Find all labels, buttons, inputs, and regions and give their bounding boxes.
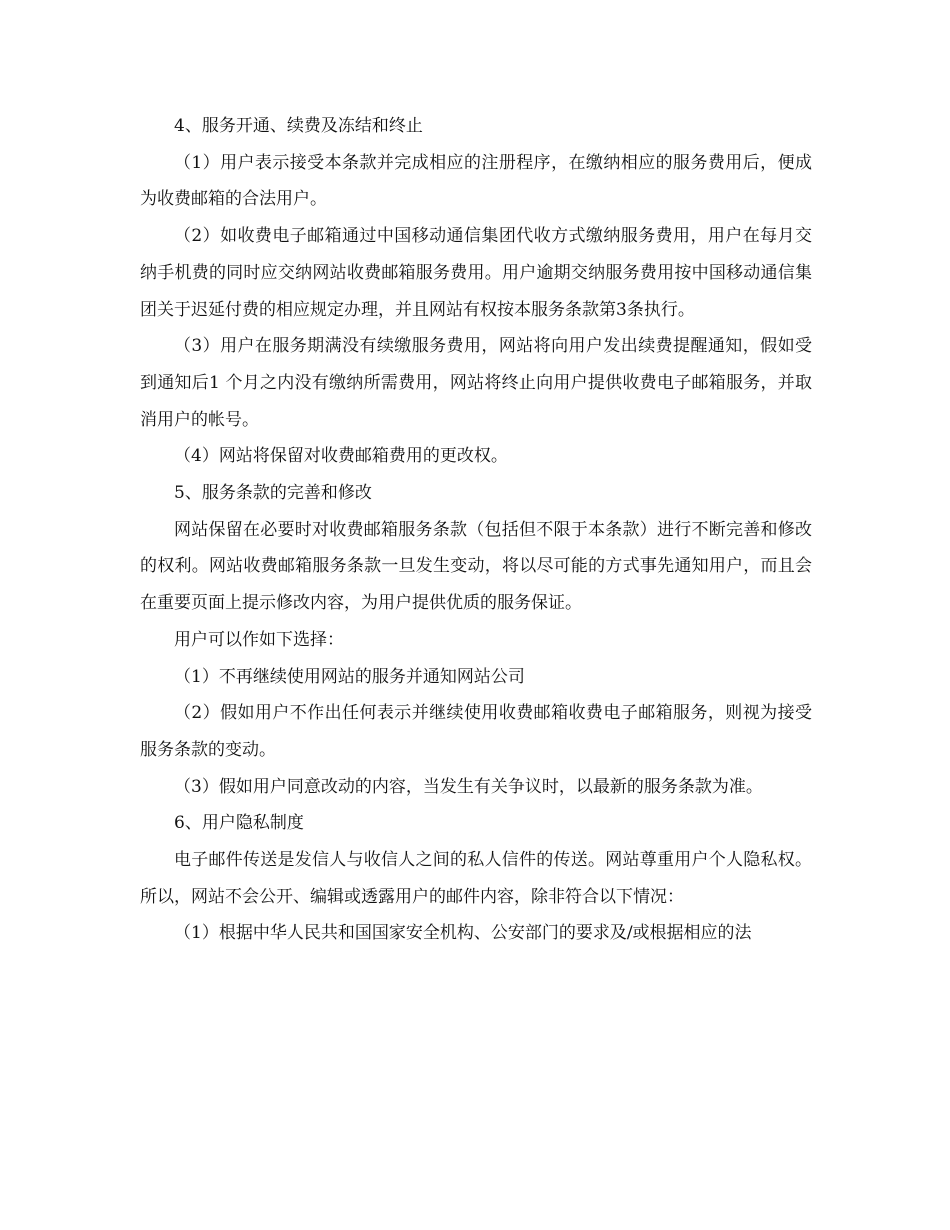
paragraph-5-3: （3）假如用户同意改动的内容，当发生有关争议时，以最新的服务条款为准。: [174, 776, 763, 797]
paragraph-4-3: （3）用户在服务期满没有续缴服务费用，网站将向用户发出续费提醒通知，假如受到通知后1 个月之内没有缴纳所需费用，网站将终止向用户提供收费电子邮箱服务，并取消用户的帐号。: [140, 336, 812, 430]
paragraph-6-1: （1）根据中华人民共和国国家安全机构、公安部门的要求及/或根据相应的法: [174, 923, 752, 944]
paragraph-4-4: （4）网站将保留对收费邮箱费用的更改权。: [174, 446, 508, 467]
paragraph-5-intro: 网站保留在必要时对收费邮箱服务条款（包括但不限于本条款）进行不断完善和修改的权利。网站收费邮箱服务条款一旦发生变动，将以尽可能的方式事先通知用户，而且会在重要页面上提示修改内容，为用户提供优质的服务保证。: [140, 519, 812, 614]
paragraph-5-choice-lead: 用户可以作如下选择：: [174, 629, 344, 650]
paragraph-6-intro: 电子邮件传送是发信人与收信人之间的私人信件的传送。网站尊重用户个人隐私权。所以，网站不会公开、编辑或透露用户的邮件内容，除非符合以下情况：: [140, 850, 812, 907]
section-heading-6: 6、用户隐私制度: [174, 813, 304, 834]
paragraph-4-1: （1）用户表示接受本条款并完成相应的注册程序，在缴纳相应的服务费用后，便成为收费邮箱的合法用户。: [140, 152, 812, 210]
paragraph-4-2: （2）如收费电子邮箱通过中国移动通信集团代收方式缴纳服务费用，用户在每月交纳手机费的同时应交纳网站收费邮箱服务费用。用户逾期交纳服务费用按中国移动通信集团关于迟延付费的相应规定办理，并且网站有权按本服务条款第3条执行。: [140, 226, 812, 320]
section-heading-5: 5、服务条款的完善和修改: [174, 483, 372, 504]
paragraph-5-1: （1）不再继续使用网站的服务并通知网站公司: [174, 666, 525, 687]
document-body: [140, 108, 812, 952]
paragraph-5-2: （2）假如用户不作出任何表示并继续使用收费邮箱收费电子邮箱服务，则视为接受服务条款的变动。: [140, 703, 812, 760]
section-heading-4: 4、服务开通、续费及冻结和终止: [174, 116, 423, 136]
